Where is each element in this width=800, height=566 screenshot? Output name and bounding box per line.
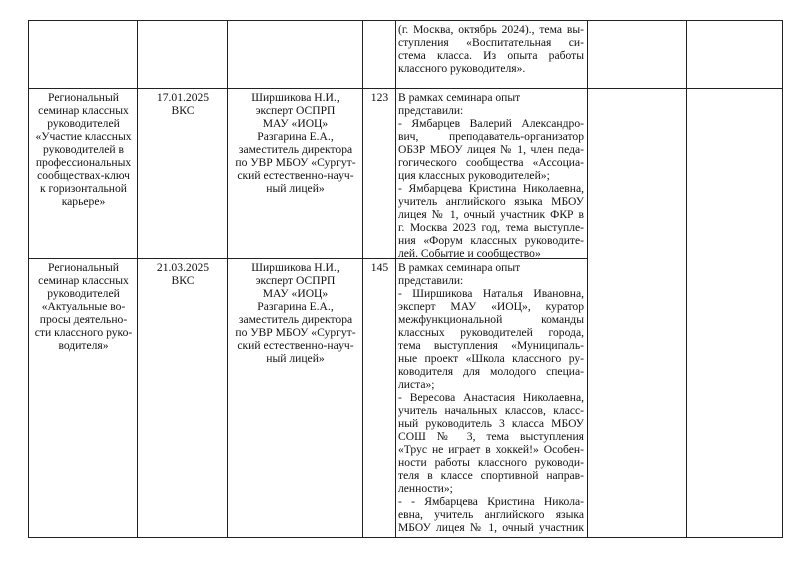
- content-line: евна, учитель английского языка: [398, 508, 584, 521]
- content-line: стема класса. Из опыта работы: [398, 49, 584, 62]
- content-line: ступления «Воспитательная си-: [398, 36, 584, 49]
- content-line: представили:: [398, 274, 464, 287]
- content-line: - Ширшикова Наталья Ивановна,: [398, 287, 584, 300]
- content-line: ция классных руководителей»;: [398, 169, 550, 182]
- speakers-line: ный лицей»: [266, 182, 325, 195]
- content-line: СОШ № 3, тема выступления: [398, 430, 584, 443]
- cell-content: [398, 261, 584, 534]
- content-line: В рамках семинара опыт: [398, 91, 521, 104]
- speakers-line: по УВР МБОУ «Сургут-: [235, 156, 356, 169]
- content-line: теля в классе спортивной направ-: [398, 469, 584, 482]
- cell-event: [30, 261, 137, 352]
- event-line: Региональный: [48, 91, 119, 104]
- date-line: 21.03.2025: [156, 261, 210, 274]
- table-border-bottom: [28, 537, 783, 538]
- cell-count: [364, 23, 395, 36]
- content-line: учитель начальных классов, класс-: [398, 404, 584, 417]
- speakers-line: ный лицей»: [266, 352, 325, 365]
- column-divider: [686, 20, 687, 538]
- speakers-line: заместитель директора: [238, 143, 353, 156]
- speakers-line: Разгарина Е.А.,: [257, 130, 334, 143]
- content-line: вич, преподаватель-организатор: [398, 130, 584, 143]
- event-line: «Актуальные во-: [41, 300, 126, 313]
- content-line: МБОУ лицея № 1, очный участник: [398, 521, 584, 534]
- speakers-line: Ширшикова Н.И.,: [251, 91, 340, 104]
- content-line: - Ямбарцев Валерий Александро-: [398, 117, 584, 130]
- content-line: - - Ямбарцева Кристина Никола-: [398, 495, 584, 508]
- event-line: сообществах-ключ: [37, 169, 130, 182]
- event-line: руководителей: [47, 287, 120, 300]
- cell-content: [398, 91, 584, 260]
- cell-content: [398, 23, 584, 75]
- event-line: семинар классных: [38, 104, 129, 117]
- event-line: Региональный: [48, 261, 119, 274]
- event-line: водителя»: [58, 339, 109, 352]
- content-line: - Вересова Анастасия Николаевна,: [398, 391, 584, 404]
- cell-event: [30, 91, 137, 208]
- event-line: «Участие классных: [35, 130, 132, 143]
- content-line: ный руководитель 3 класса МБОУ: [398, 417, 584, 430]
- date-line: 17.01.2025: [156, 91, 210, 104]
- speakers-line: эксперт ОСПРП: [255, 104, 336, 117]
- event-line: сти классного руко-: [34, 326, 133, 339]
- speakers-line: ский естественно-науч-: [237, 339, 354, 352]
- speakers-line: эксперт ОСПРП: [255, 274, 336, 287]
- content-line: ности работы классного руководи-: [398, 456, 584, 469]
- content-line: тема выступления «Муниципаль-: [398, 339, 584, 352]
- content-line: учитель английского языка МБОУ: [398, 195, 584, 208]
- content-line: классных руководителей города,: [398, 326, 584, 339]
- content-line: ные проект «Школа классного ру-: [398, 352, 584, 365]
- column-divider: [395, 20, 396, 538]
- speakers-line: по УВР МБОУ «Сургут-: [235, 326, 356, 339]
- date-line: ВКС: [171, 274, 195, 287]
- speakers-line: Ширшикова Н.И.,: [251, 261, 340, 274]
- content-line: листа»;: [398, 378, 435, 391]
- content-line: ководителя для молодого специа-: [398, 365, 584, 378]
- event-line: к горизонтальной: [39, 182, 128, 195]
- participant-count: 123: [370, 91, 389, 104]
- speakers-line: МАУ «ИОЦ»: [262, 287, 329, 300]
- content-line: г. Москва 2023 год, тема выступле-: [398, 221, 584, 234]
- content-line: лицея № 1, очный участник ФКР в: [398, 208, 584, 221]
- participant-count: [364, 23, 395, 36]
- speakers-line: заместитель директора: [238, 313, 353, 326]
- event-line: руководителей: [47, 117, 120, 130]
- content-line: - Ямбарцева Кристина Николаевна,: [398, 182, 584, 195]
- cell-speakers: [229, 91, 362, 195]
- cell-count: [364, 261, 395, 274]
- date-line: ВКС: [171, 104, 195, 117]
- event-line: карьере»: [61, 195, 106, 208]
- row-divider: [28, 88, 783, 89]
- content-line: ОБЗР МБОУ лицея № 1, член педа-: [398, 143, 584, 156]
- content-line: лей. Событие и сообщество»: [398, 247, 541, 260]
- content-line: «Трус не играет в хоккей!» Особен-: [398, 443, 584, 456]
- cell-date: [139, 91, 227, 117]
- table-border-right: [782, 20, 783, 538]
- content-line: представили:: [398, 104, 464, 117]
- event-line: руководителей в: [43, 143, 124, 156]
- content-line: (г. Москва, октябрь 2024)., тема вы-: [398, 23, 584, 36]
- content-line: гогического сообщества «Ассоциа-: [398, 156, 584, 169]
- cell-count: [364, 91, 395, 104]
- event-line: семинар классных: [38, 274, 129, 287]
- content-line: ния «Форум классных руководите-: [398, 234, 584, 247]
- speakers-line: ский естественно-науч-: [237, 169, 354, 182]
- cell-speakers: [229, 261, 362, 365]
- content-line: эксперт МАУ «ИОЦ», куратор: [398, 300, 584, 313]
- speakers-line: Разгарина Е.А.,: [257, 300, 334, 313]
- cell-date: [139, 261, 227, 287]
- speakers-line: МАУ «ИОЦ»: [262, 117, 329, 130]
- table-border-top: [28, 20, 783, 21]
- event-line: просы деятельно-: [39, 313, 128, 326]
- participant-count: 145: [370, 261, 389, 274]
- content-line: межфункциональной команды: [398, 313, 584, 326]
- column-divider: [587, 20, 588, 538]
- content-line: ленности»;: [398, 482, 453, 495]
- event-line: профессиональных: [35, 156, 132, 169]
- content-line: классного руководителя».: [398, 62, 526, 75]
- content-line: В рамках семинара опыт: [398, 261, 521, 274]
